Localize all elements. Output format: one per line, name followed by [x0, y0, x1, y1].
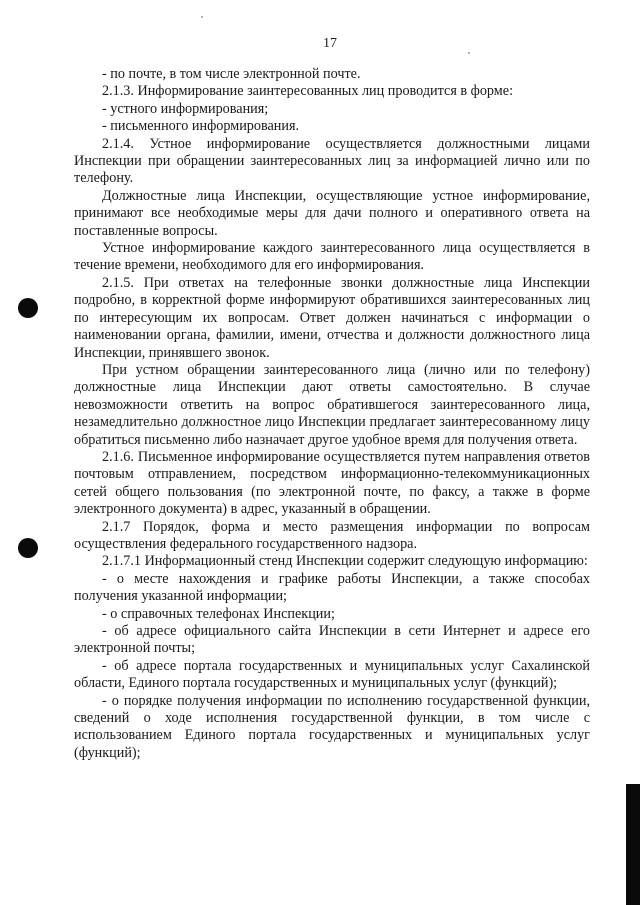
paragraph: - устного информирования;: [102, 100, 269, 117]
paragraph: - по почте, в том числе электронной почте.: [102, 66, 361, 82]
paragraph: 2.1.4. Устное информирование осуществляется должностными лицами Инспекции при обращении заинтересованных лиц за информацией лично или по телефону.: [74, 135, 590, 187]
paragraph: 2.1.3. Информирование заинтересованных лиц проводится в форме:: [102, 83, 514, 100]
paragraph: Должностные лица Инспекции, осуществляющие устное информирование, принимают все необходимые меры для дачи полного и оперативного ответа на поставленные вопросы.: [74, 187, 590, 239]
punch-hole-mark: [18, 538, 38, 558]
paragraph: - об адресе официального сайта Инспекции в сети Интернет и адресе его электронной почты;: [74, 623, 590, 657]
paragraph: - письменного информирования.: [102, 118, 300, 135]
paragraph: - о порядке получения информации по исполнению государственной функции, сведений о ходе исполнения государственной функции, в том числе с использованием Единого портала государственных и муниципальных услуг (функций);: [74, 692, 590, 761]
paragraph: 2.1.7 Порядок, форма и место размещения информации по вопросам осуществления федерального государственного надзора.: [74, 518, 590, 552]
paragraph: 2.1.7.1 Информационный стенд Инспекции содержит следующую информацию:: [102, 553, 588, 570]
punch-hole-mark: [18, 298, 38, 318]
page-number: 17: [323, 36, 337, 51]
scan-edge-shadow: [626, 784, 640, 905]
paragraph: - об адресе портала государственных и муниципальных услуг Сахалинской области, Единого портала государственных и муниципальных услуг (функций);: [74, 657, 590, 692]
paragraph: - о месте нахождения и графике работы Инспекции, а также способах получения указанной информации;: [74, 570, 590, 605]
paragraph: - о справочных телефонах Инспекции;: [102, 605, 335, 622]
scan-speck: [468, 52, 470, 54]
paragraph: 2.1.5. При ответах на телефонные звонки должностные лица Инспекции подробно, в корректной форме информируют обратившихся заинтересованных лиц по интересующим их вопросам. Ответ должен начинаться с информации о наименовании органа, фамилии, имени, отчества и должности должностного лица Инспекции, принявшего звонок.: [74, 274, 590, 361]
document-body: [74, 66, 590, 762]
scan-speck: [201, 16, 203, 18]
paragraph: 2.1.6. Письменное информирование осуществляется путем направления ответов почтовым отправлением, посредством информационно-телекоммуникационных сетей общего пользования (по электронной почте, по факсу, а также в форме электронного документа) в адрес, указанный в обращении.: [74, 448, 590, 518]
paragraph: Устное информирование каждого заинтересованного лица осуществляется в течение времени, необходимого для его информирования.: [74, 240, 590, 274]
paragraph: При устном обращении заинтересованного лица (лично или по телефону) должностные лица Инспекции дают ответы самостоятельно. В случае невозможности ответить на вопрос обратившегося заинтересованного лица, незамедлительно должностное лицо Инспекции предлагает заинтересованному лицу обратиться письменно либо назначает другое удобное время для получения ответа.: [74, 361, 590, 448]
